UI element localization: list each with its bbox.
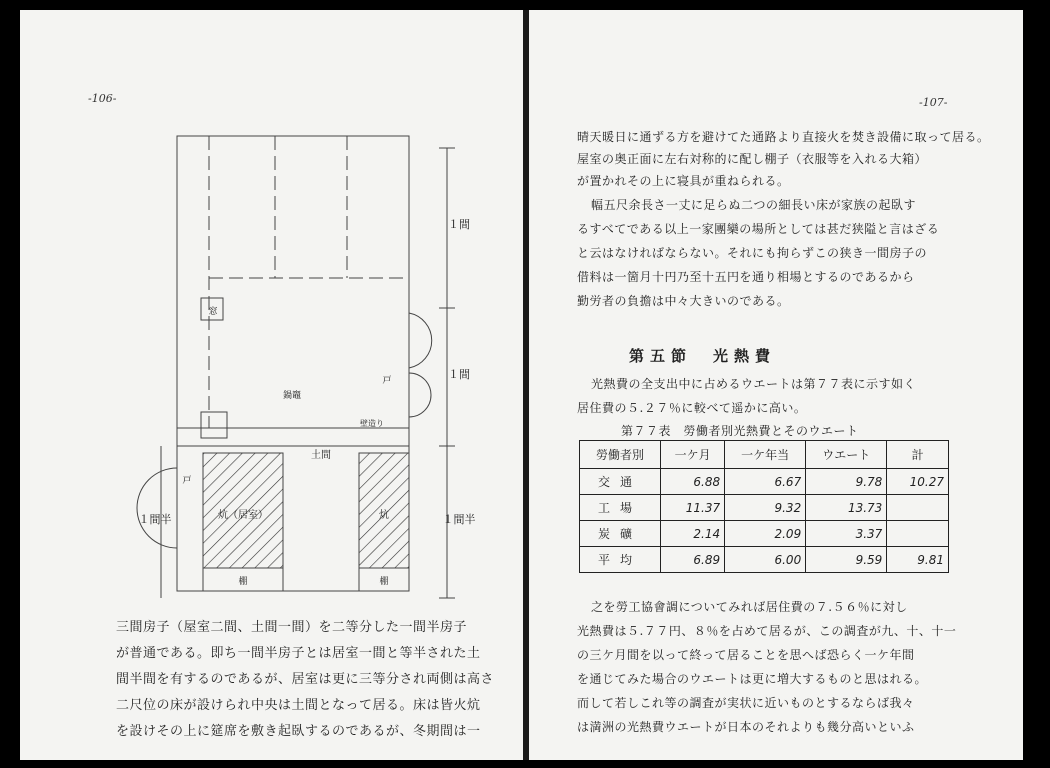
table-cell: 2.14 <box>661 521 725 547</box>
corner-label: 棚 <box>238 577 248 587</box>
table-cell: 3.37 <box>806 521 887 547</box>
table-cell: 13.73 <box>806 495 887 521</box>
table-cell: 10.27 <box>887 469 949 495</box>
door-swing <box>409 373 431 417</box>
dim-label: １間 <box>448 368 470 381</box>
table-cell: 6.88 <box>661 469 725 495</box>
door-swing <box>137 468 177 548</box>
table-cell: 9.32 <box>725 495 806 521</box>
body-text-line: が置かれその上に寝具が重ねられる。 <box>577 174 790 188</box>
table-cell: 6.89 <box>661 547 725 573</box>
body-text-line: 光熱費は５.７７円、８％を占めて居るが、この調査が九、十、十一 <box>577 624 957 638</box>
window-label: 窓 <box>208 307 218 317</box>
table-cell: 6.67 <box>725 469 806 495</box>
body-text-line: と云はなければならない。それにも拘らずこの狭き一間房子の <box>577 246 928 260</box>
table-cell: 9.78 <box>806 469 887 495</box>
body-text-line: 間半間を有するのであるが、居室は更に三等分され両側は高さ <box>116 672 495 687</box>
body-text-line: るすべてである以上一家團欒の場所としては甚だ狭隘と言はざる <box>577 222 940 236</box>
door-label: 戸 <box>382 376 392 386</box>
bed-left-label: 炕（居室） <box>218 510 268 521</box>
body-text-line: 幅五尺余長さ一丈に足らぬ二つの細長い床が家族の起臥す <box>591 198 917 212</box>
table-cell: 9.59 <box>806 547 887 573</box>
page-number: -107- <box>919 96 948 109</box>
body-text-line: 光熱費の全支出中に占めるウエートは第７７表に示す如く <box>591 377 917 391</box>
corner-label: 棚 <box>379 577 389 587</box>
dim-label: １間 <box>448 218 470 231</box>
table-header-cell: 一ケ年当 <box>725 441 806 469</box>
body-text-line: 晴天暖日に通ずる方を避けてた通路より直接火を焚き設備に取って居る。 <box>577 130 990 144</box>
table-cell <box>887 521 949 547</box>
row-label: 工場 <box>580 495 661 521</box>
wall-note-label: 壁造り <box>360 419 384 428</box>
stove-note-label: 鍋竈 <box>282 391 302 401</box>
body-text-line: が普通である。即ち一間半房子とは居室一間と等半された土 <box>116 646 481 661</box>
body-text-line: 三間房子（屋室二間、土間一間）を二等分した一間半房子 <box>116 620 468 635</box>
table-header-cell: 一ケ月 <box>661 441 725 469</box>
body-text-line: の三ケ月間を以って終って居ることを思へば恐らく一ケ年間 <box>577 648 915 662</box>
body-text-line: 二尺位の床が設けられ中央は土間となって居る。床は皆火炕 <box>116 698 481 713</box>
table-cell: 6.00 <box>725 547 806 573</box>
table-row <box>580 547 949 573</box>
light-heat-cost-table <box>579 440 949 573</box>
body-text-line: を通じてみた場合のウエートは更に増大するものと思はれる。 <box>577 672 928 686</box>
floor-plan-diagram <box>138 128 477 608</box>
table-cell: 9.81 <box>887 547 949 573</box>
dim-label: １間半 <box>442 513 476 526</box>
section-heading: 第五節 光熱費 <box>629 347 777 365</box>
body-text-line: を設けその上に筵席を敷き起臥するのであるが、冬期間は一 <box>116 724 481 739</box>
door-label: 戸 <box>182 476 192 486</box>
body-text-line: 居住費の５.２７％に較べて遥かに高い。 <box>577 401 807 415</box>
table-header-cell: 勞働者別 <box>580 441 661 469</box>
table-header-row <box>580 441 949 469</box>
door-swing <box>409 313 432 368</box>
table-header-cell: ウエート <box>806 441 887 469</box>
table-header-cell: 計 <box>887 441 949 469</box>
bed-right-label: 炕 <box>379 510 389 521</box>
body-text-line: 而して若しこれ等の調査が実状に近いものとするならば我々 <box>577 696 915 710</box>
left-page <box>20 10 523 760</box>
table-row <box>580 495 949 521</box>
right-page <box>529 10 1023 760</box>
table-caption: 第７７表 勞働者別光熱費とそのウエート <box>621 424 859 438</box>
page-number: -106- <box>88 92 117 105</box>
row-label: 平均 <box>580 547 661 573</box>
body-text-line: 屋室の奥正面に左右対称的に配し棚子（衣服等を入れる大箱） <box>577 152 928 166</box>
earth-floor-label: 土間 <box>311 450 331 461</box>
table-cell: 2.09 <box>725 521 806 547</box>
table-cell <box>887 495 949 521</box>
table-cell: 11.37 <box>661 495 725 521</box>
body-text-line: 勤労者の負擔は中々大きいのである。 <box>577 294 790 308</box>
body-text-line: 之を勞工協會調についてみれば居住費の７.５６％に対し <box>591 600 908 614</box>
table-row <box>580 521 949 547</box>
table-row <box>580 469 949 495</box>
stove-box <box>201 412 227 438</box>
row-label: 交通 <box>580 469 661 495</box>
dim-label: １間半 <box>138 513 172 526</box>
body-text-line: は満洲の光熱費ウエートが日本のそれよりも幾分高いといふ <box>577 720 915 734</box>
body-text-line: 借料は一箇月十円乃至十五円を通り相場とするのであるから <box>577 270 915 284</box>
row-label: 炭礦 <box>580 521 661 547</box>
